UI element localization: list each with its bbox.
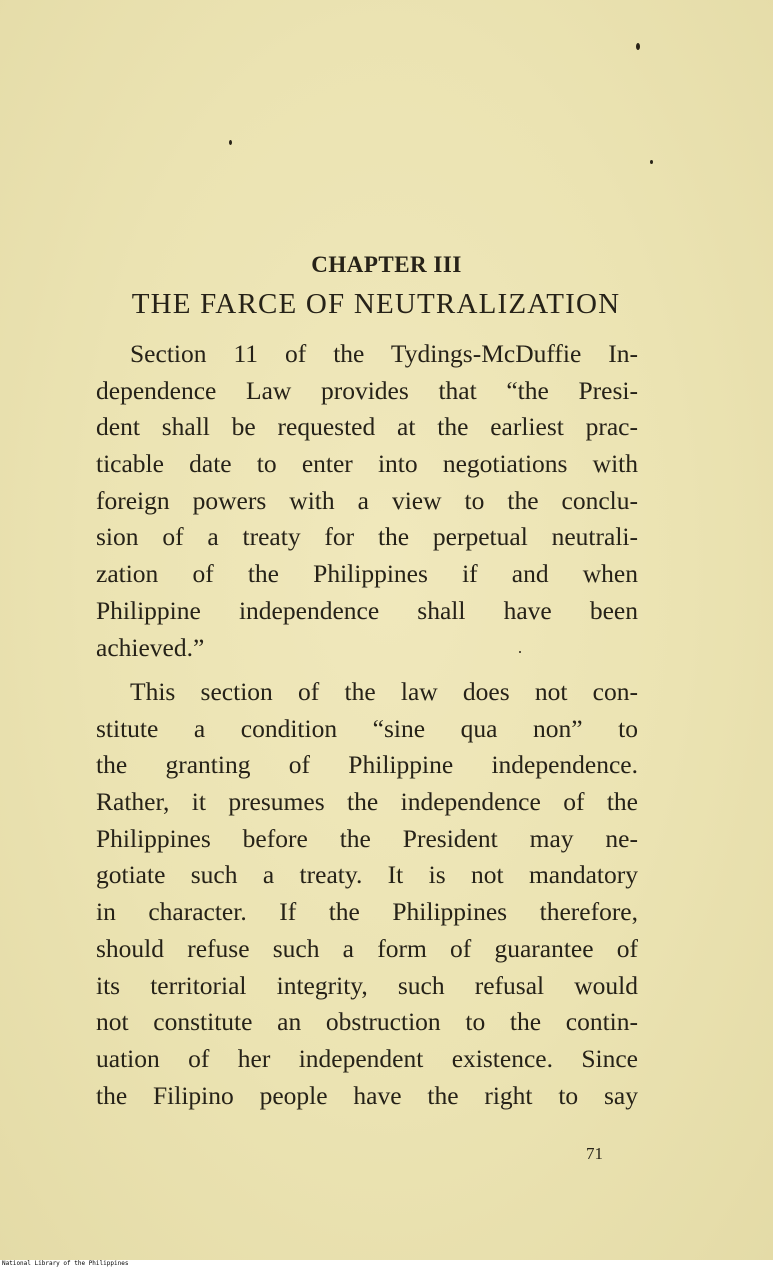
text-line: in character. If the Philippines therefore, (96, 897, 638, 927)
paragraph-1 (96, 336, 638, 666)
text-line: the Filipino people have the right to say (96, 1080, 638, 1110)
text-line: Section 11 of the Tydings-McDuffie In- (130, 339, 638, 368)
text-line: ticable date to enter into negotiations with (96, 449, 638, 479)
page-number: 71 (586, 1144, 603, 1163)
text-line: Rather, it presumes the independence of the (96, 787, 638, 817)
text-line: This section of the law does not con- (130, 677, 638, 706)
text-line: Philippines before the President may ne- (96, 823, 638, 853)
text-line: not constitute an obstruction to the contin- (96, 1007, 638, 1037)
text-line: achieved.” (96, 632, 205, 662)
ink-speck (229, 140, 232, 145)
text-line: foreign powers with a view to the conclu- (96, 485, 638, 515)
text-line: its territorial integrity, such refusal would (96, 970, 638, 1000)
text-line: dependence Law provides that “the Presi- (96, 375, 638, 405)
text-line: gotiate such a treaty. It is not mandatory (96, 860, 638, 890)
text-line: dent shall be requested at the earliest prac- (96, 412, 638, 442)
text-line: sion of a treaty for the perpetual neutrali- (96, 522, 638, 552)
text-line: zation of the Philippines if and when (96, 559, 638, 589)
text-line: the granting of Philippine independence. (96, 750, 638, 780)
chapter-number: CHAPTER III (311, 252, 462, 277)
ink-speck (650, 160, 653, 164)
chapter-title: THE FARCE OF NEUTRALIZATION (131, 288, 621, 320)
ink-speck (636, 43, 640, 50)
text-line: stitute a condition “sine qua non” to (96, 713, 638, 743)
paragraph-2 (96, 674, 638, 1114)
footer-credit: National Library of the Philippines (2, 1260, 129, 1267)
text-line: Philippine independence shall have been (96, 595, 638, 625)
text-line: should refuse such a form of guarantee of (96, 933, 638, 963)
text-line: uation of her independent existence. Since (96, 1043, 638, 1073)
